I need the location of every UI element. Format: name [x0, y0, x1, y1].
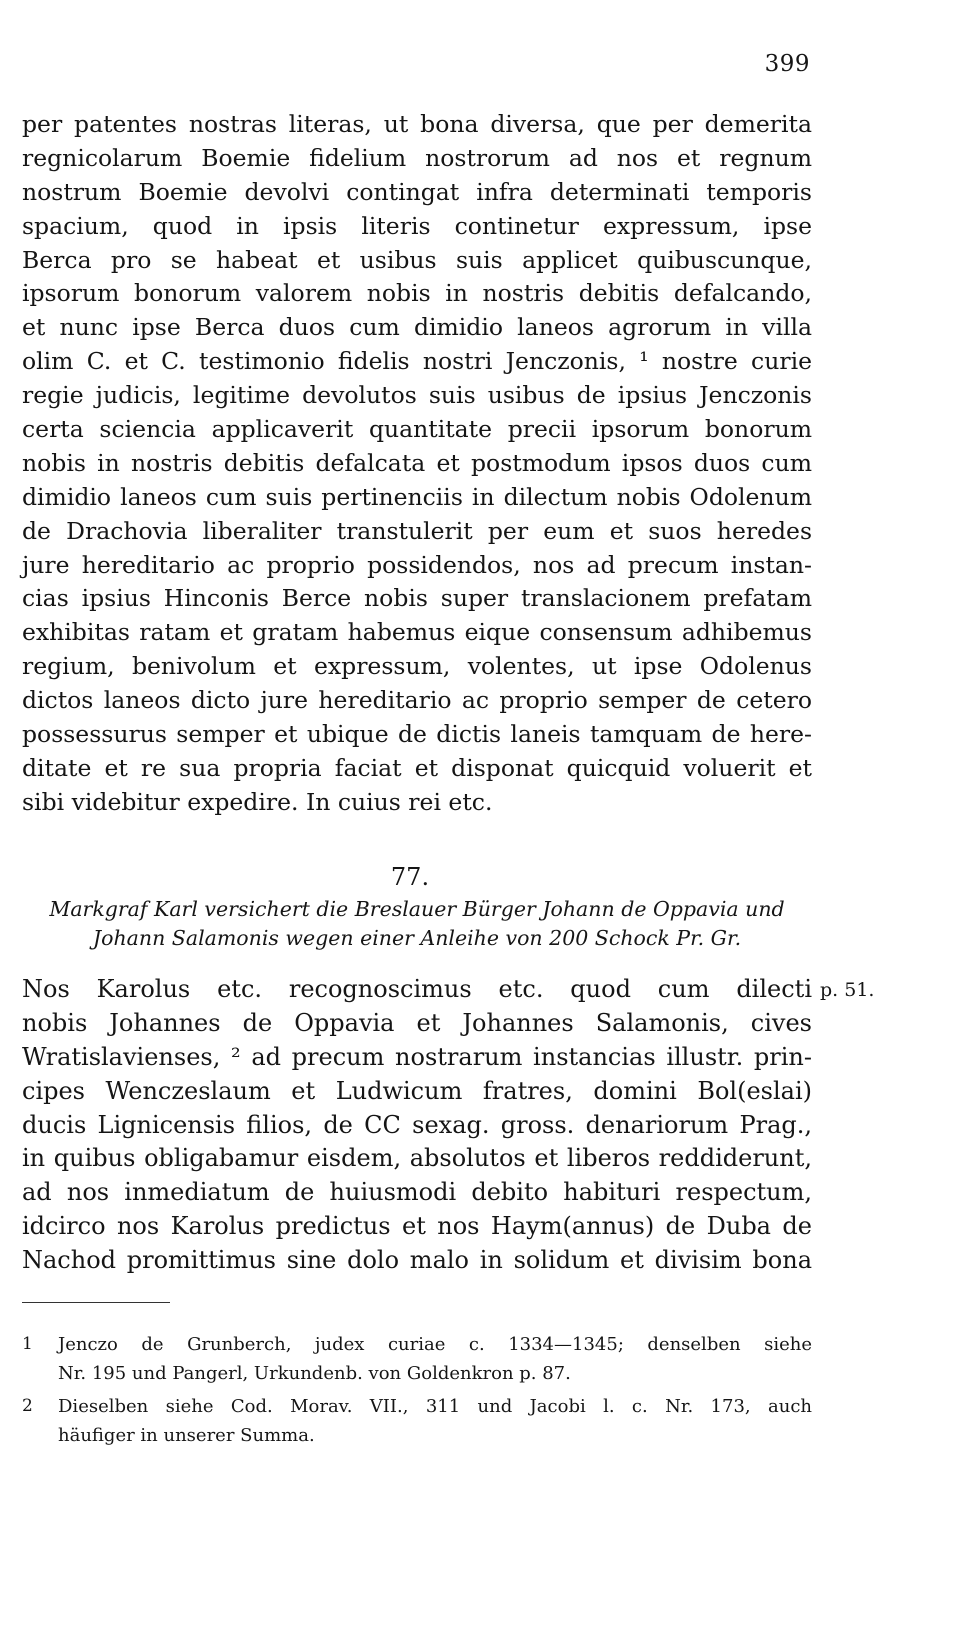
body-line: Berca pro se habeat et usibus suis applicet quibuscunque,	[22, 245, 812, 274]
footnote-2	[22, 1392, 812, 1450]
body-line: regnicolarum Boemie fidelium nostrorum ad nos et regnum	[22, 143, 812, 172]
body-line: regium, benivolum et expressum, volentes, ut ipse Odolenus	[22, 652, 812, 681]
body-line: regie judicis, legitime devolutos suis usibus de ipsius Jenczonis	[22, 381, 812, 410]
doc-line: nobis Johannes de Oppavia et Johannes Salamonis, cives	[22, 1008, 812, 1037]
document-text	[22, 973, 812, 1278]
doc-line: ad nos inmediatum de huiusmodi debito habituri respectum,	[22, 1178, 812, 1207]
body-line: jure hereditario ac proprio possidendos, nos ad precum instan-	[22, 550, 812, 579]
body-line: spacium, quod in ipsis literis continetur expressum, ipse	[22, 211, 812, 240]
body-line: sibi videbitur expedire. In cuius rei etc.	[22, 787, 493, 816]
footnote-line: häufiger in unserer Summa.	[58, 1425, 315, 1446]
doc-line: idcirco nos Karolus predictus et nos Haym(annus) de Duba de	[22, 1212, 812, 1241]
body-line: possessurus semper et ubique de dictis laneis tamquam de here-	[22, 720, 812, 749]
footnote-line: Dieselben siehe Cod. Morav. VII., 311 und Jacobi l. c. Nr. 173, auch	[58, 1396, 812, 1417]
heading-line: Johann Salamonis wegen einer Anleihe von 200 Schock Pr. Gr.	[92, 926, 742, 950]
body-text	[22, 108, 812, 820]
footnote-mark: 2	[22, 1396, 33, 1416]
footnotes	[22, 1330, 812, 1454]
doc-line: Nos Karolus etc. recognoscimus etc. quod cum dilecti	[22, 975, 812, 1003]
footnote-divider	[22, 1302, 170, 1303]
page-number: 399	[764, 51, 810, 77]
body-line: olim C. et C. testimonio fidelis nostri Jenczonis, ¹ nostre curie	[22, 347, 812, 376]
footnote-line: Jenczo de Grunberch, judex curiae c. 1334—1345; denselben siehe	[58, 1334, 812, 1355]
body-line: nostrum Boemie devolvi contingat infra determinati temporis	[22, 177, 812, 206]
heading-line: Markgraf Karl versichert die Breslauer Bürger Johann de Oppavia und	[49, 897, 785, 921]
body-line: dimidio laneos cum suis pertinenciis in dilectum nobis Odolenum	[22, 482, 812, 511]
body-line: certa sciencia applicaverit quantitate precii ipsorum bonorum	[22, 415, 812, 444]
section-number: 77.	[390, 863, 430, 891]
body-line: exhibitas ratam et gratam habemus eique consensum adhibemus	[22, 618, 812, 647]
footnote-mark: 1	[22, 1334, 33, 1354]
body-line: dictos laneos dicto jure hereditario ac proprio semper de cetero	[22, 686, 812, 715]
footnote-line: Nr. 195 und Pangerl, Urkundenb. von Goldenkron p. 87.	[58, 1363, 571, 1384]
body-line: et nunc ipse Berca duos cum dimidio laneos agrorum in villa	[22, 313, 812, 342]
body-line: de Drachovia liberaliter transtulerit per eum et suos heredes	[22, 516, 812, 545]
body-line: ditate et re sua propria faciat et disponat quicquid voluerit et	[22, 753, 812, 782]
body-line: ipsorum bonorum valorem nobis in nostris debitis defalcando,	[22, 279, 812, 308]
footnote-1	[22, 1330, 812, 1388]
body-line: per patentes nostras literas, ut bona diversa, que per demerita	[22, 110, 812, 138]
body-line: cias ipsius Hinconis Berce nobis super translacionem prefatam	[22, 584, 812, 613]
body-line: nobis in nostris debitis defalcata et postmodum ipsos duos cum	[22, 448, 812, 477]
section-heading	[22, 895, 812, 953]
doc-line: Nachod promittimus sine dolo malo in solidum et divisim bona	[22, 1246, 812, 1275]
doc-line: in quibus obligabamur eisdem, absolutos et liberos reddiderunt,	[22, 1144, 812, 1173]
doc-line: cipes Wenczeslaum et Ludwicum fratres, domini Bol(eslai)	[22, 1076, 812, 1105]
doc-line: ducis Lignicensis filios, de CC sexag. gross. denariorum Prag.,	[22, 1110, 812, 1139]
doc-line: Wratislavienses, ² ad precum nostrarum instancias illustr. prin-	[22, 1042, 812, 1071]
margin-page-reference: p. 51.	[820, 979, 875, 1001]
